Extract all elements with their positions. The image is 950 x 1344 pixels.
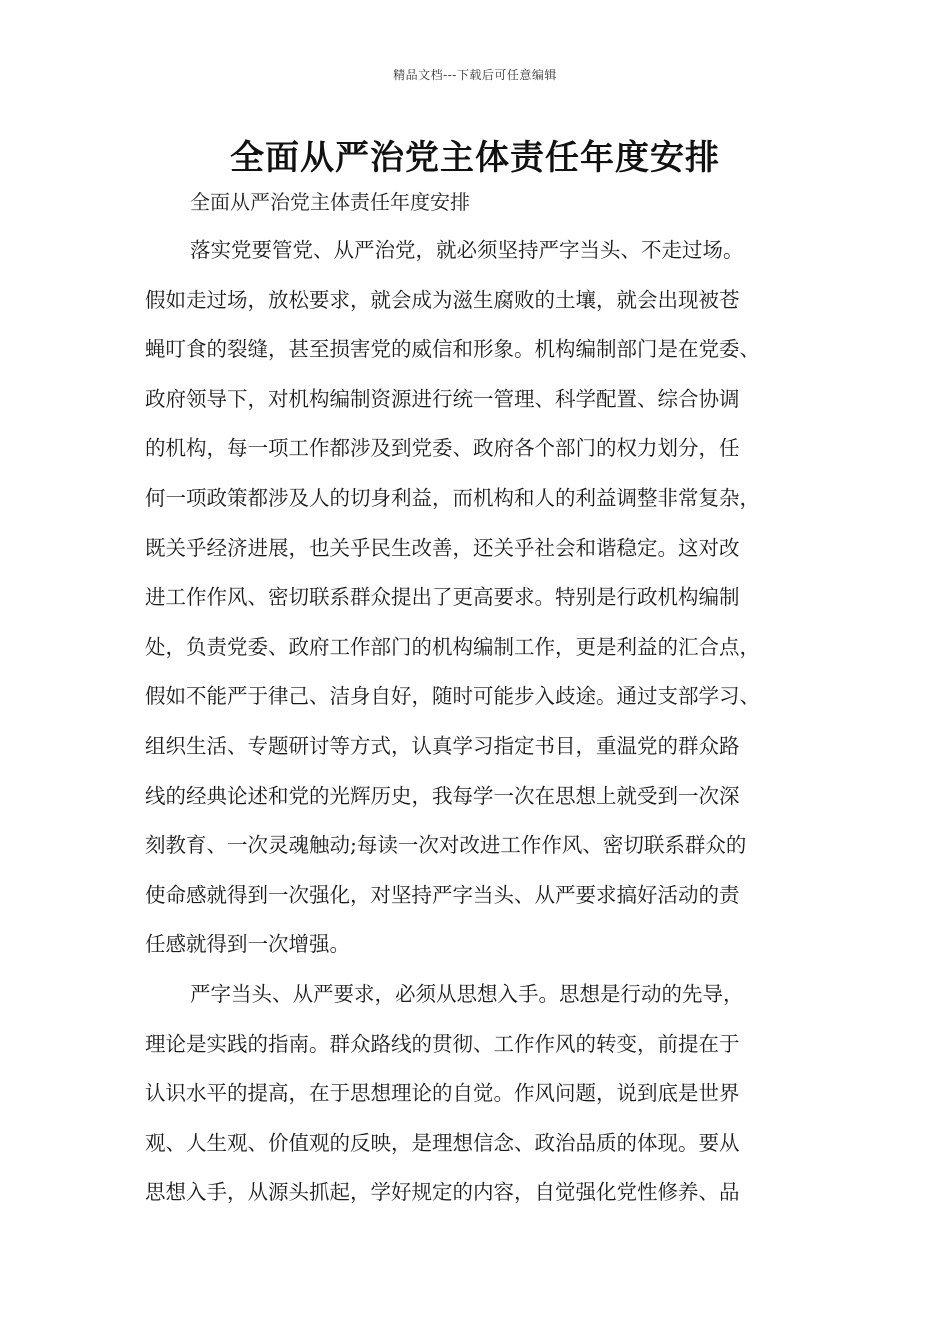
text-line: 认识水平的提高，在于思想理论的自觉。作风问题，说到底是世界 <box>145 1081 740 1106</box>
text-line: 刻教育、一次灵魂触动;每读一次对改进工作作风、密切联系群众的 <box>145 833 747 858</box>
text-line: 政府领导下，对机构编制资源进行统一管理、科学配置、综合协调 <box>145 386 740 411</box>
document-subtitle: 全面从严治党主体责任年度安排 <box>190 190 470 214</box>
text-line: 线的经典论述和党的光辉历史，我每学一次在思想上就受到一次深 <box>145 783 740 808</box>
document-title: 全面从严治党主体责任年度安排 <box>230 138 720 178</box>
text-line: 使命感就得到一次强化，对坚持严字当头、从严要求搞好活动的责 <box>145 882 740 907</box>
text-line: 假如走过场，放松要求，就会成为滋生腐败的土壤，就会出现被苍 <box>145 287 740 312</box>
text-line: 组织生活、专题研讨等方式，认真学习指定书目，重温党的群众路 <box>145 733 740 758</box>
text-line: 既关乎经济进展，也关乎民生改善，还关乎社会和谐稳定。这对改 <box>145 535 740 560</box>
text-line: 理论是实践的指南。群众路线的贯彻、工作作风的转变，前提在于 <box>145 1031 740 1056</box>
text-line: 落实党要管党、从严治党，就必须坚持严字当头、不走过场。 <box>190 238 744 262</box>
text-line: 何一项政策都涉及人的切身利益，而机构和人的利益调整非常复杂， <box>145 485 760 510</box>
text-line: 严字当头、从严要求，必须从思想入手。思想是行动的先导， <box>190 981 744 1006</box>
text-line: 的机构，每一项工作都涉及到党委、政府各个部门的权力划分，任 <box>145 436 740 461</box>
document-body <box>145 233 817 1225</box>
text-line: 蝇叮食的裂缝，甚至损害党的威信和形象。机构编制部门是在党委、 <box>145 337 760 362</box>
text-line: 任感就得到一次增强。 <box>145 932 350 957</box>
page-header-note: 精品文档---下载后可任意编辑 <box>393 68 557 82</box>
paragraph-2 <box>145 977 817 1225</box>
text-line: 处，负责党委、政府工作部门的机构编制工作，更是利益的汇合点， <box>145 634 760 659</box>
text-line: 思想入手，从源头抓起，学好规定的内容，自觉强化党性修养、品 <box>145 1180 740 1205</box>
paragraph-1 <box>145 233 817 977</box>
text-line: 观、人生观、价值观的反映，是理想信念、政治品质的体现。要从 <box>145 1130 740 1155</box>
text-line: 假如不能严于律己、洁身自好，随时可能步入歧途。通过支部学习、 <box>145 684 760 709</box>
text-line: 进工作作风、密切联系群众提出了更高要求。特别是行政机构编制 <box>145 585 740 610</box>
